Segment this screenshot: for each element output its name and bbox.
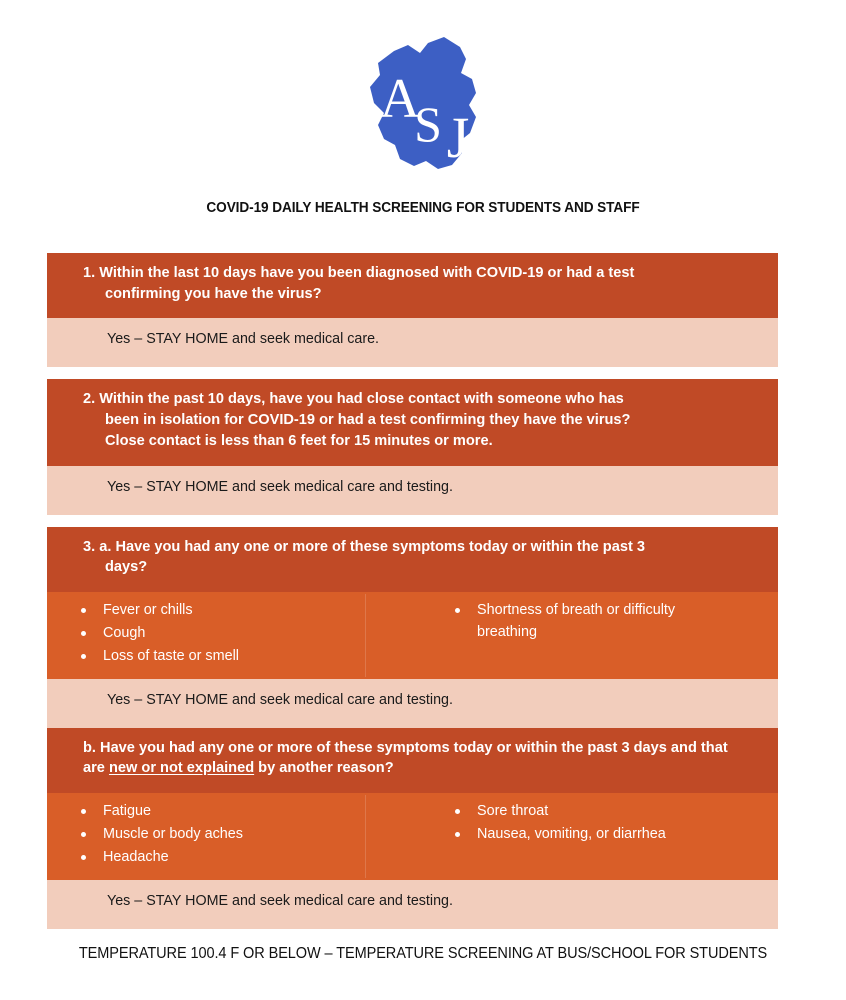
question-3a-header bbox=[47, 527, 778, 592]
symptom-label: Fatigue bbox=[103, 803, 151, 820]
question-3b-symptom-list bbox=[47, 793, 778, 880]
question-3a-symptom-list bbox=[47, 592, 778, 679]
question-1-line-1: 1. Within the last 10 days have you been diagnosed with COVID-19 or had a test bbox=[83, 265, 635, 281]
symptom-label: Loss of taste or smell bbox=[103, 647, 239, 664]
question-1-line-2: confirming you have the virus? bbox=[105, 285, 322, 302]
question-block-3 bbox=[47, 527, 778, 929]
question-2-line-1: 2. Within the past 10 days, have you had close contact with someone who has bbox=[83, 391, 624, 408]
question-block-2 bbox=[47, 379, 778, 514]
symptom-column-right bbox=[365, 600, 778, 669]
question-3b-header bbox=[47, 728, 778, 793]
question-3b-answer: Yes – STAY HOME and seek medical care and testing. bbox=[47, 880, 778, 929]
list-item bbox=[79, 824, 365, 846]
question-block-1 bbox=[47, 253, 778, 367]
svg-text:J: J bbox=[446, 105, 470, 170]
symptom-label: Muscle or body aches bbox=[103, 826, 243, 843]
bullet-icon bbox=[81, 809, 86, 814]
list-item bbox=[79, 600, 365, 622]
question-3a-answer: Yes – STAY HOME and seek medical care and testing. bbox=[47, 679, 778, 728]
question-3a-line-2: days? bbox=[105, 559, 148, 576]
symptom-label: Cough bbox=[103, 624, 146, 641]
question-2-answer: Yes – STAY HOME and seek medical care and testing. bbox=[47, 466, 778, 515]
symptom-label: Fever or chills bbox=[103, 602, 193, 619]
questions-container bbox=[47, 253, 778, 929]
list-item bbox=[453, 824, 738, 846]
symptom-label: Nausea, vomiting, or diarrhea bbox=[477, 826, 666, 843]
symptom-column-left bbox=[47, 600, 365, 669]
question-3a-line-1: 3. a. Have you had any one or more of these symptoms today or within the past 3 bbox=[83, 538, 645, 555]
symptom-column-left bbox=[47, 801, 365, 870]
symptom-label: Sore throat bbox=[477, 803, 549, 820]
svg-text:A: A bbox=[379, 68, 421, 130]
symptom-label: Headache bbox=[103, 848, 169, 865]
bullet-icon bbox=[81, 654, 86, 659]
question-1-header bbox=[47, 253, 778, 318]
svg-text:S: S bbox=[414, 96, 442, 152]
asj-logo-icon bbox=[348, 29, 498, 179]
symptom-column-right bbox=[365, 801, 778, 870]
page-title: COVID-19 DAILY HEALTH SCREENING FOR STUDENTS AND STAFF bbox=[206, 200, 640, 216]
list-item bbox=[453, 600, 738, 644]
question-3b-text-underlined: new or not explained bbox=[108, 760, 255, 777]
question-2-line-2: been in isolation for COVID-19 or had a test confirming they have the virus? bbox=[105, 412, 631, 429]
bullet-icon bbox=[455, 832, 460, 837]
question-2-line-3: Close contact is less than 6 feet for 15 minutes or more. bbox=[105, 432, 493, 449]
question-3b-text-prefix: b. Have you had any one or more of these symptoms today or within the past 3 days and that are bbox=[83, 739, 728, 777]
list-item bbox=[453, 801, 738, 823]
column-divider bbox=[365, 594, 366, 677]
bullet-icon bbox=[81, 608, 86, 613]
bullet-icon bbox=[81, 832, 86, 837]
symptom-label: Shortness of breath or difficulty breathing bbox=[477, 602, 676, 640]
question-3b-text-suffix: by another reason? bbox=[254, 760, 394, 777]
question-1-answer: Yes – STAY HOME and seek medical care. bbox=[47, 318, 778, 367]
question-2-header bbox=[47, 379, 778, 465]
bullet-icon bbox=[81, 855, 86, 860]
list-item bbox=[79, 623, 365, 645]
asj-logo bbox=[0, 24, 846, 184]
column-divider bbox=[365, 795, 366, 878]
list-item bbox=[79, 646, 365, 668]
bullet-icon bbox=[455, 608, 460, 613]
temperature-footer-note: TEMPERATURE 100.4 F OR BELOW – TEMPERATURE SCREENING AT BUS/SCHOOL FOR STUDENTS bbox=[78, 945, 768, 962]
bullet-icon bbox=[455, 809, 460, 814]
list-item bbox=[79, 801, 365, 823]
bullet-icon bbox=[81, 631, 86, 636]
list-item bbox=[79, 847, 365, 869]
